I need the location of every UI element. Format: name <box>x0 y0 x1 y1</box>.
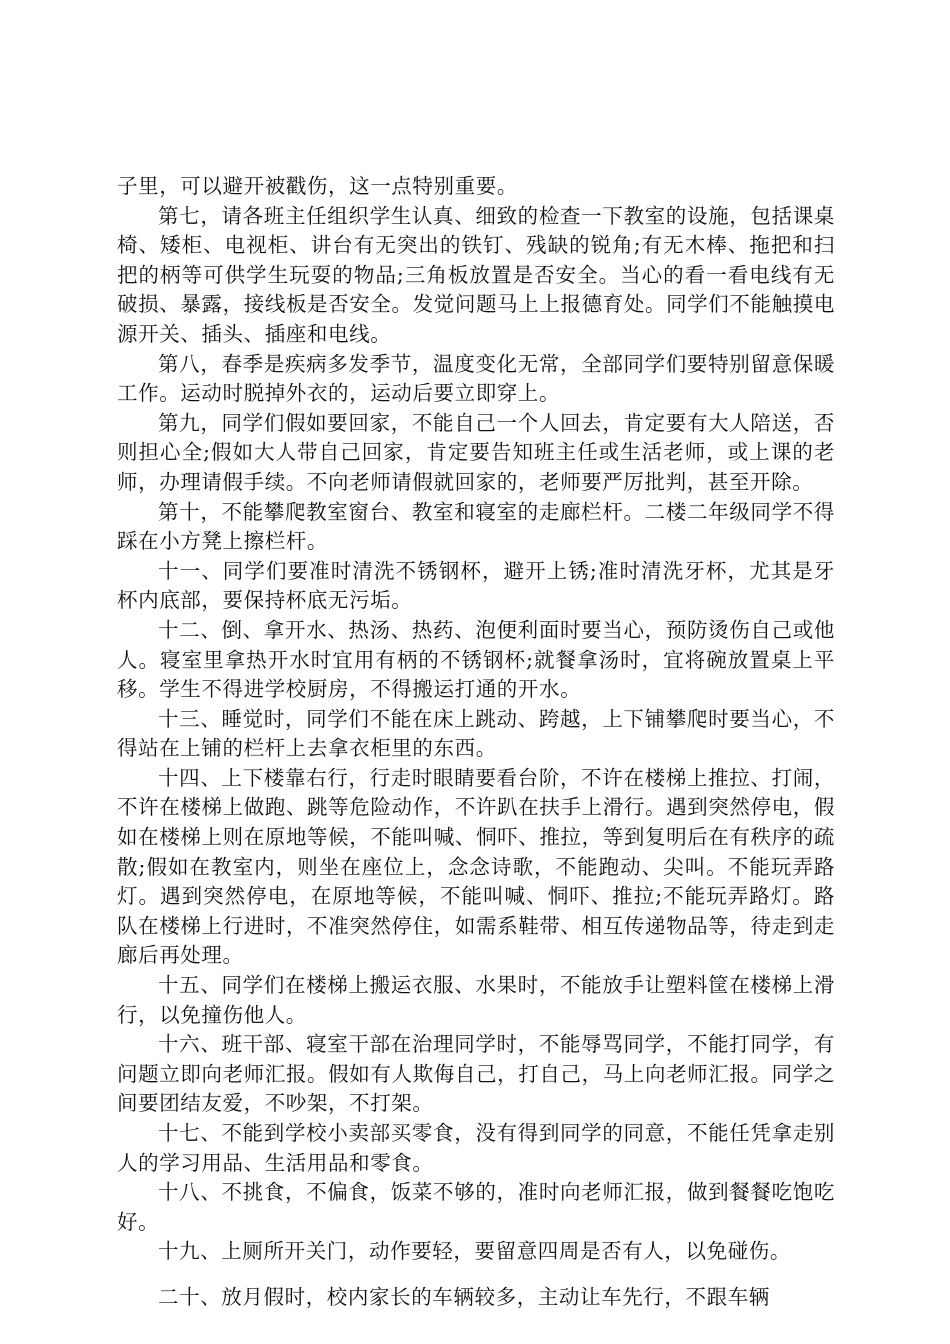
paragraph-11: 十一、同学们要准时清洗不锈钢杯，避开上锈;准时清洗牙杯，尤其是牙杯内底部，要保持杯底无污垢。 <box>117 558 835 613</box>
paragraph-9: 第九，同学们假如要回家，不能自己一个人回去，肯定要有大人陪送，否则担心全;假如大人带自己回家，肯定要告知班主任或生活老师，或上课的老师，办理请假手续。不向老师请假就回家的，老师要严厉批判，甚至开除。 <box>117 410 835 494</box>
paragraph-14: 十四、上下楼靠右行，行走时眼睛要看台阶，不许在楼梯上推拉、打闹，不许在楼梯上做跑、跳等危险动作，不许趴在扶手上滑行。遇到突然停电，假如在楼梯上则在原地等候，不能叫喊、恫吓、推拉，等到复明后在有秩序的疏散;假如在教室内，则坐在座位上，念念诗歌，不能跑动、尖叫。不能玩弄路灯。遇到突然停电，在原地等候，不能叫喊、恫吓、推拉;不能玩弄路灯。路队在楼梯上行进时，不准突然停住，如需系鞋带、相互传递物品等，待走到走廊后再处理。 <box>117 765 835 968</box>
paragraph-19: 十九、上厕所开关门，动作要轻，要留意四周是否有人，以免碰伤。 <box>158 1239 791 1264</box>
paragraph-17: 十七、不能到学校小卖部买零食，没有得到同学的同意，不能任凭拿走别人的学习用品、生活用品和零食。 <box>117 1121 835 1175</box>
paragraph-10: 第十，不能攀爬教室窗台、教室和寝室的走廊栏杆。二楼二年级同学不得踩在小方凳上擦栏杆。 <box>117 499 835 554</box>
paragraph-18: 十八、不挑食，不偏食，饭菜不够的，准时向老师汇报，做到餐餐吃饱吃好。 <box>117 1180 835 1234</box>
paragraph-8: 第八，春季是疾病多发季节，温度变化无常，全部同学们要特别留意保暖工作。运动时脱掉外衣的，运动后要立即穿上。 <box>117 351 835 406</box>
paragraph-16: 十六、班干部、寝室干部在治理同学时，不能辱骂同学，不能打同学，有问题立即向老师汇报。假如有人欺侮自己，打自己，马上向老师汇报。同学之间要团结友爱，不吵架，不打架。 <box>117 1032 835 1116</box>
paragraph-20: 二十、放月假时，校内家长的车辆较多，主动让车先行，不跟车辆 <box>158 1284 770 1309</box>
paragraph-15: 十五、同学们在楼梯上搬运衣服、水果时，不能放手让塑料筐在楼梯上滑行，以免撞伤他人。 <box>117 973 835 1027</box>
document-body <box>117 172 835 1313</box>
paragraph-12: 十二、倒、拿开水、热汤、热药、泡便利面时要当心，预防烫伤自己或他人。寝室里拿热开水时宜用有柄的不锈钢杯;就餐拿汤时，宜将碗放置桌上平移。学生不得进学校厨房，不得搬运打通的开水。 <box>117 617 835 702</box>
paragraph-7: 第七，请各班主任组织学生认真、细致的检查一下教室的设施，包括课桌椅、矮柜、电视柜、讲台有无突出的铁钉、残缺的锐角;有无木棒、拖把和扫把的柄等可供学生玩耍的物品;三角板放置是否安全。当心的看一看电线有无破损、暴露，接线板是否安全。发觉问题马上上报德育处。同学们不能触摸电源开关、插头、插座和电线。 <box>117 203 835 346</box>
paragraph-13: 十三、睡觉时，同学们不能在床上跳动、跨越，上下铺攀爬时要当心，不得站在上铺的栏杆上去拿衣柜里的东西。 <box>117 706 835 761</box>
paragraph-continuation: 子里，可以避开被戳伤，这一点特别重要。 <box>117 174 518 198</box>
